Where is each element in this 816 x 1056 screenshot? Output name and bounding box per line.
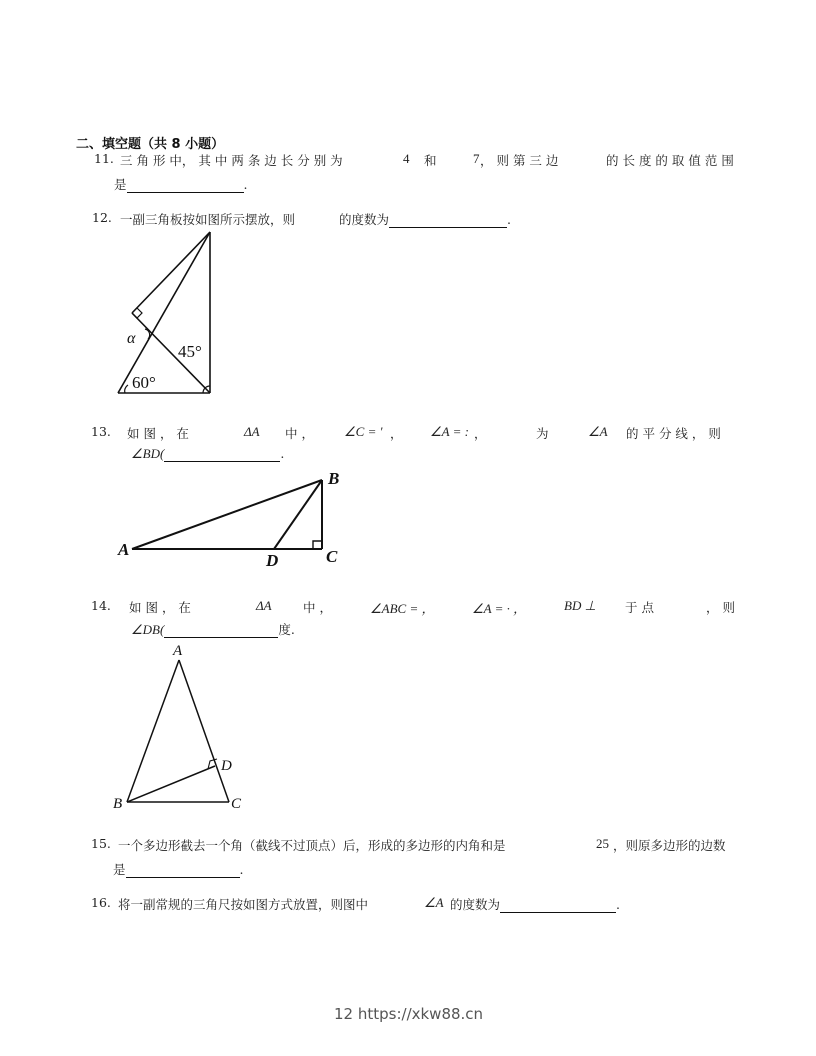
q15-number: 15.: [91, 836, 111, 851]
q13-text-1: 如 图 ， 在: [127, 426, 189, 441]
q14-text-4: ， 则: [706, 600, 735, 615]
q11-answer-blank[interactable]: [127, 178, 244, 193]
q14-suffix: 度.: [278, 622, 295, 637]
q13-comma-1: ，: [390, 426, 403, 441]
q13-angle-c: ∠C = ': [344, 424, 383, 439]
q15-prefix: 是: [113, 862, 126, 877]
q11-value-1: 4: [403, 151, 410, 166]
q16-answer-blank[interactable]: [500, 898, 616, 913]
q11-value-2: 7: [473, 151, 480, 166]
q13-text-3: 为: [536, 426, 549, 441]
q16-number: 16.: [91, 895, 111, 910]
q11-text-2: ， 则 第 三 边: [480, 153, 559, 168]
q12-number: 12.: [92, 210, 112, 225]
q14-label-b: B: [113, 796, 123, 812]
q14-answer-blank[interactable]: [164, 623, 278, 638]
q13-angle-a: ∠A = :: [430, 424, 469, 439]
q12-label-alpha: α: [127, 330, 136, 347]
q15-text-2: ，则原多边形的边数: [613, 838, 726, 853]
q15-text-1: 一个多边形截去一个角（截线不过顶点）后，形成的多边形的内角和是: [118, 838, 506, 853]
q12-text-1: 一副三角板按如图所示摆放，则: [120, 212, 296, 227]
q13-answer-blank[interactable]: [164, 447, 280, 462]
q14-label-d: D: [221, 758, 232, 774]
q13-suffix: .: [280, 446, 285, 461]
q12-figure-triangle-boards: [110, 225, 230, 400]
q13-triangle: ΔA: [244, 424, 260, 439]
q14-label-a: A: [173, 643, 183, 659]
q16-text-1: 将一副常规的三角尺按如图方式放置，则图中: [118, 897, 369, 912]
q16-angle-a: ∠A: [424, 895, 444, 910]
q11-suffix: .: [243, 177, 248, 192]
q13-label-c: C: [326, 547, 338, 566]
q12-label-60: 60°: [132, 373, 156, 392]
q15-suffix: .: [239, 862, 244, 877]
q16-suffix: .: [616, 897, 620, 912]
q14-text-1: 如 图 ， 在: [129, 600, 191, 615]
q14-text-3: 于 点: [625, 600, 654, 615]
q14-figure-triangle: [105, 640, 255, 815]
q12-answer-blank[interactable]: [389, 213, 507, 228]
q13-label-b: B: [328, 469, 340, 488]
q13-number: 13.: [91, 424, 111, 439]
q13-figure-triangle: [110, 465, 350, 575]
q12-suffix: .: [507, 212, 511, 227]
q13-text-2: 中 ，: [285, 426, 314, 441]
q14-text-2: 中 ，: [303, 600, 332, 615]
q12-text-2: 的度数为: [339, 212, 390, 227]
section-title: 二、填空题（共 8 小题）: [76, 137, 225, 152]
q14-angle-abc: ∠ABC = ，: [370, 601, 435, 616]
q14-triangle: ΔA: [256, 598, 272, 613]
q11-and: 和: [424, 153, 437, 168]
q13-angle-a-2: ∠A: [588, 424, 608, 439]
q16-text-2: 的度数为: [450, 897, 501, 912]
q14-angle-a: ∠A = · ，: [472, 601, 527, 616]
q15-value: 25: [596, 836, 609, 851]
q11-prefix: 是: [114, 177, 127, 192]
q14-number: 14.: [91, 598, 111, 613]
q14-angle-dbc: ∠DB(: [131, 622, 165, 637]
q13-text-4: 的 平 分 线 ， 则: [626, 426, 721, 441]
q11-number: 11.: [94, 151, 114, 166]
q14-label-c: C: [231, 796, 242, 812]
q11-text-3: 的 长 度 的 取 值 范 围: [606, 153, 734, 168]
q15-answer-blank[interactable]: [126, 863, 240, 878]
q12-label-45: 45°: [178, 342, 202, 361]
page-footer: 12 https://xkw88.cn: [334, 1005, 484, 1023]
q14-bd-perp: BD ⊥: [564, 598, 596, 613]
q13-angle-bdc: ∠BD(: [131, 446, 165, 461]
q13-comma-2: ，: [474, 426, 487, 441]
q13-label-d: D: [266, 551, 279, 570]
q13-label-a: A: [118, 540, 130, 559]
q11-text-1: 三 角 形 中， 其 中 两 条 边 长 分 别 为: [120, 153, 343, 168]
